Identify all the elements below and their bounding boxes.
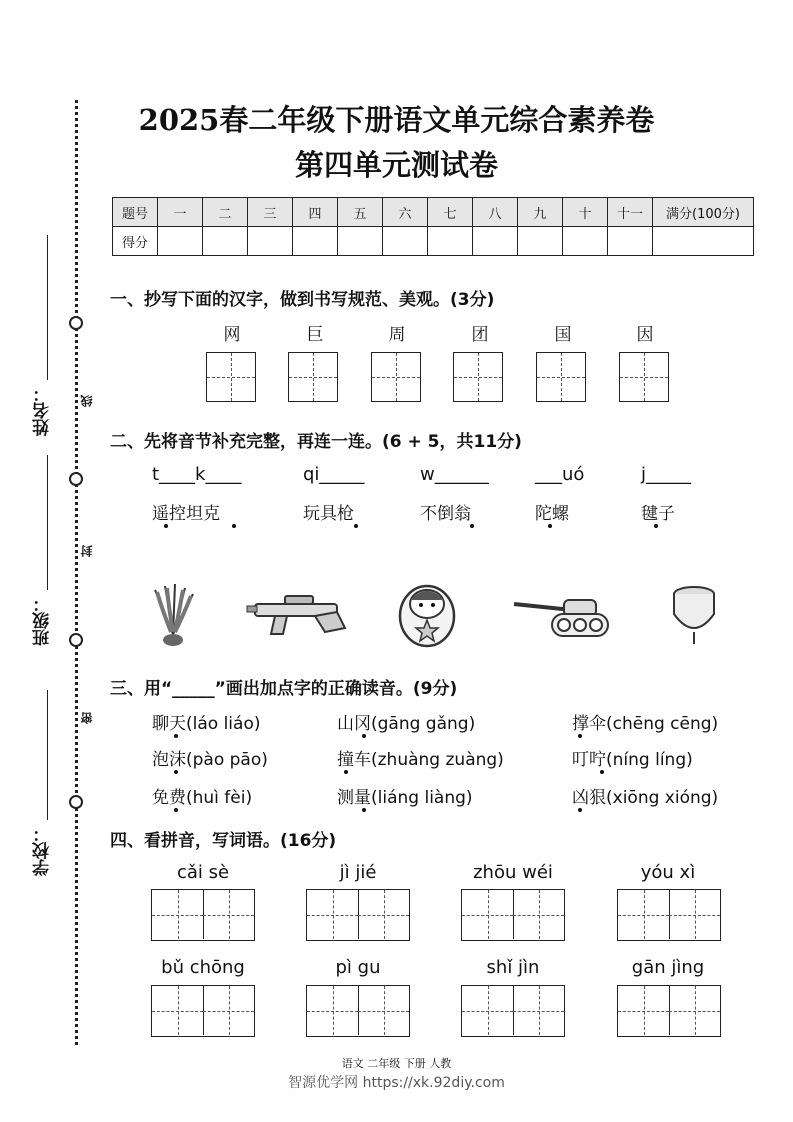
syllable-blank[interactable]: ___uó [535, 464, 585, 485]
tank-icon [512, 592, 618, 640]
page-subtitle: 第四单元测试卷 [294, 148, 498, 182]
emphasis-dot [578, 734, 582, 738]
shuttlecock-icon [145, 582, 201, 648]
question-number-label: 题号 [113, 198, 158, 227]
score-cell[interactable] [293, 227, 338, 256]
word-pinyin: jì jié [339, 862, 377, 883]
writing-grid[interactable] [371, 352, 421, 402]
emphasis-dot [654, 524, 658, 528]
writing-grid[interactable] [453, 352, 503, 402]
copy-char: 因 [636, 325, 654, 345]
syllable-blank[interactable]: j_____ [641, 464, 692, 485]
section3-title: 三、用“_____”画出加点字的正确读音。(9分) [110, 679, 458, 699]
word-pinyin: shǐ jìn [486, 957, 540, 978]
emphasis-dot [362, 808, 366, 812]
name-label: 姓名： [33, 385, 53, 436]
page-title: 2025春二年级下册语文单元综合素养卷 [138, 103, 655, 137]
score-cell[interactable] [518, 227, 563, 256]
binding-hole [69, 795, 83, 809]
word-writing-grid[interactable] [617, 889, 721, 941]
reading-item[interactable]: 撞车(zhuàng zuàng) [337, 750, 504, 770]
copy-char: 国 [554, 325, 572, 345]
reading-item[interactable]: 叮咛(níng líng) [572, 750, 693, 770]
emphasis-dot [344, 770, 348, 774]
section4-title: 四、看拼音，写词语。(16分) [110, 831, 337, 851]
syllable-blank[interactable]: qi_____ [303, 464, 365, 485]
copy-char: 团 [471, 325, 489, 345]
score-cell[interactable] [248, 227, 293, 256]
question-number-cell: 九 [518, 198, 563, 227]
section1-title: 一、抄写下面的汉字，做到书写规范、美观。(3分) [110, 290, 495, 310]
toy-word: 不倒翁 [420, 504, 471, 524]
score-cell[interactable] [473, 227, 518, 256]
score-cell[interactable] [158, 227, 203, 256]
word-pinyin: gān jìng [631, 957, 705, 978]
word-pinyin: yóu xì [640, 862, 696, 883]
question-number-cell: 六 [383, 198, 428, 227]
total-score-label: 满分(100分) [653, 198, 754, 227]
toy-word: 毽子 [641, 504, 675, 524]
binding-hole [69, 633, 83, 647]
question-number-cell: 二 [203, 198, 248, 227]
emphasis-dot [362, 734, 366, 738]
copy-char: 网 [223, 325, 241, 345]
score-cell[interactable] [608, 227, 653, 256]
syllable-blank[interactable]: t____k____ [152, 464, 242, 485]
question-number-cell: 三 [248, 198, 293, 227]
word-writing-grid[interactable] [151, 889, 255, 941]
word-pinyin: pì gu [335, 957, 381, 978]
class-field[interactable] [47, 455, 48, 590]
writing-grid[interactable] [206, 352, 256, 402]
question-number-cell: 一 [158, 198, 203, 227]
binding-hole [69, 472, 83, 486]
binding-hole [69, 316, 83, 330]
word-pinyin: bǔ chōng [161, 957, 245, 978]
word-writing-grid[interactable] [461, 985, 565, 1037]
toy-word: 陀螺 [535, 504, 569, 524]
reading-item[interactable]: 泡沫(pào pāo) [152, 750, 268, 770]
syllable-blank[interactable]: w______ [420, 464, 489, 485]
spinning-top-icon [670, 584, 718, 646]
score-cell[interactable] [383, 227, 428, 256]
toy-word: 遥控坦克 [152, 504, 220, 524]
watermark: 智源优学网 https://xk.92diy.com [288, 1075, 505, 1091]
emphasis-dot [578, 808, 582, 812]
binding-dotted-line [75, 100, 78, 1045]
question-number-cell: 四 [293, 198, 338, 227]
question-number-cell: 七 [428, 198, 473, 227]
score-cell[interactable] [428, 227, 473, 256]
word-writing-grid[interactable] [306, 985, 410, 1037]
score-table [112, 197, 754, 256]
total-score-cell[interactable] [653, 227, 754, 256]
school-field[interactable] [47, 690, 48, 820]
emphasis-dot [174, 734, 178, 738]
word-writing-grid[interactable] [306, 889, 410, 941]
word-writing-grid[interactable] [617, 985, 721, 1037]
score-cell[interactable] [203, 227, 248, 256]
class-label: 班级： [33, 595, 53, 646]
emphasis-dot [548, 524, 552, 528]
emphasis-dot [174, 770, 178, 774]
score-table-header-row [113, 198, 754, 227]
emphasis-dot [470, 524, 474, 528]
section2-title: 二、先将音节补充完整，再连一连。(6 + 5，共11分) [110, 432, 522, 452]
tumbler-doll-icon [396, 578, 458, 648]
score-cell[interactable] [563, 227, 608, 256]
writing-grid[interactable] [536, 352, 586, 402]
reading-item[interactable]: 山冈(gāng gǎng) [337, 714, 476, 734]
cut-word-seal: 封 [80, 545, 94, 557]
word-pinyin: cǎi sè [176, 862, 230, 883]
score-cell[interactable] [338, 227, 383, 256]
copy-char: 周 [388, 325, 406, 345]
cut-word-line: 线 [80, 395, 94, 407]
school-label: 学校： [33, 825, 53, 876]
writing-grid[interactable] [288, 352, 338, 402]
cut-word-secret: 密 [80, 712, 94, 724]
emphasis-dot [164, 524, 168, 528]
emphasis-dot [354, 524, 358, 528]
question-number-cell: 十一 [608, 198, 653, 227]
copy-char: 巨 [306, 325, 324, 345]
word-writing-grid[interactable] [461, 889, 565, 941]
reading-item[interactable]: 聊天(láo liáo) [152, 714, 261, 734]
footer-text: 语文 二年级 下册 人教 [341, 1057, 452, 1070]
score-label: 得分 [113, 227, 158, 256]
toy-word: 玩具枪 [303, 504, 354, 524]
reading-item[interactable]: 测量(liáng liàng) [337, 788, 473, 808]
reading-item[interactable]: 撑伞(chēng cēng) [572, 714, 719, 734]
reading-item[interactable]: 凶狠(xiōng xióng) [572, 788, 719, 808]
reading-item[interactable]: 免费(huì fèi) [152, 788, 253, 808]
emphasis-dot [232, 524, 236, 528]
writing-grid[interactable] [619, 352, 669, 402]
emphasis-dot [600, 770, 604, 774]
question-number-cell: 八 [473, 198, 518, 227]
toy-gun-icon [245, 592, 353, 642]
word-pinyin: zhōu wéi [473, 862, 553, 883]
score-table-score-row [113, 227, 754, 256]
name-field[interactable] [47, 235, 48, 380]
question-number-cell: 十 [563, 198, 608, 227]
emphasis-dot [174, 808, 178, 812]
word-writing-grid[interactable] [151, 985, 255, 1037]
question-number-cell: 五 [338, 198, 383, 227]
